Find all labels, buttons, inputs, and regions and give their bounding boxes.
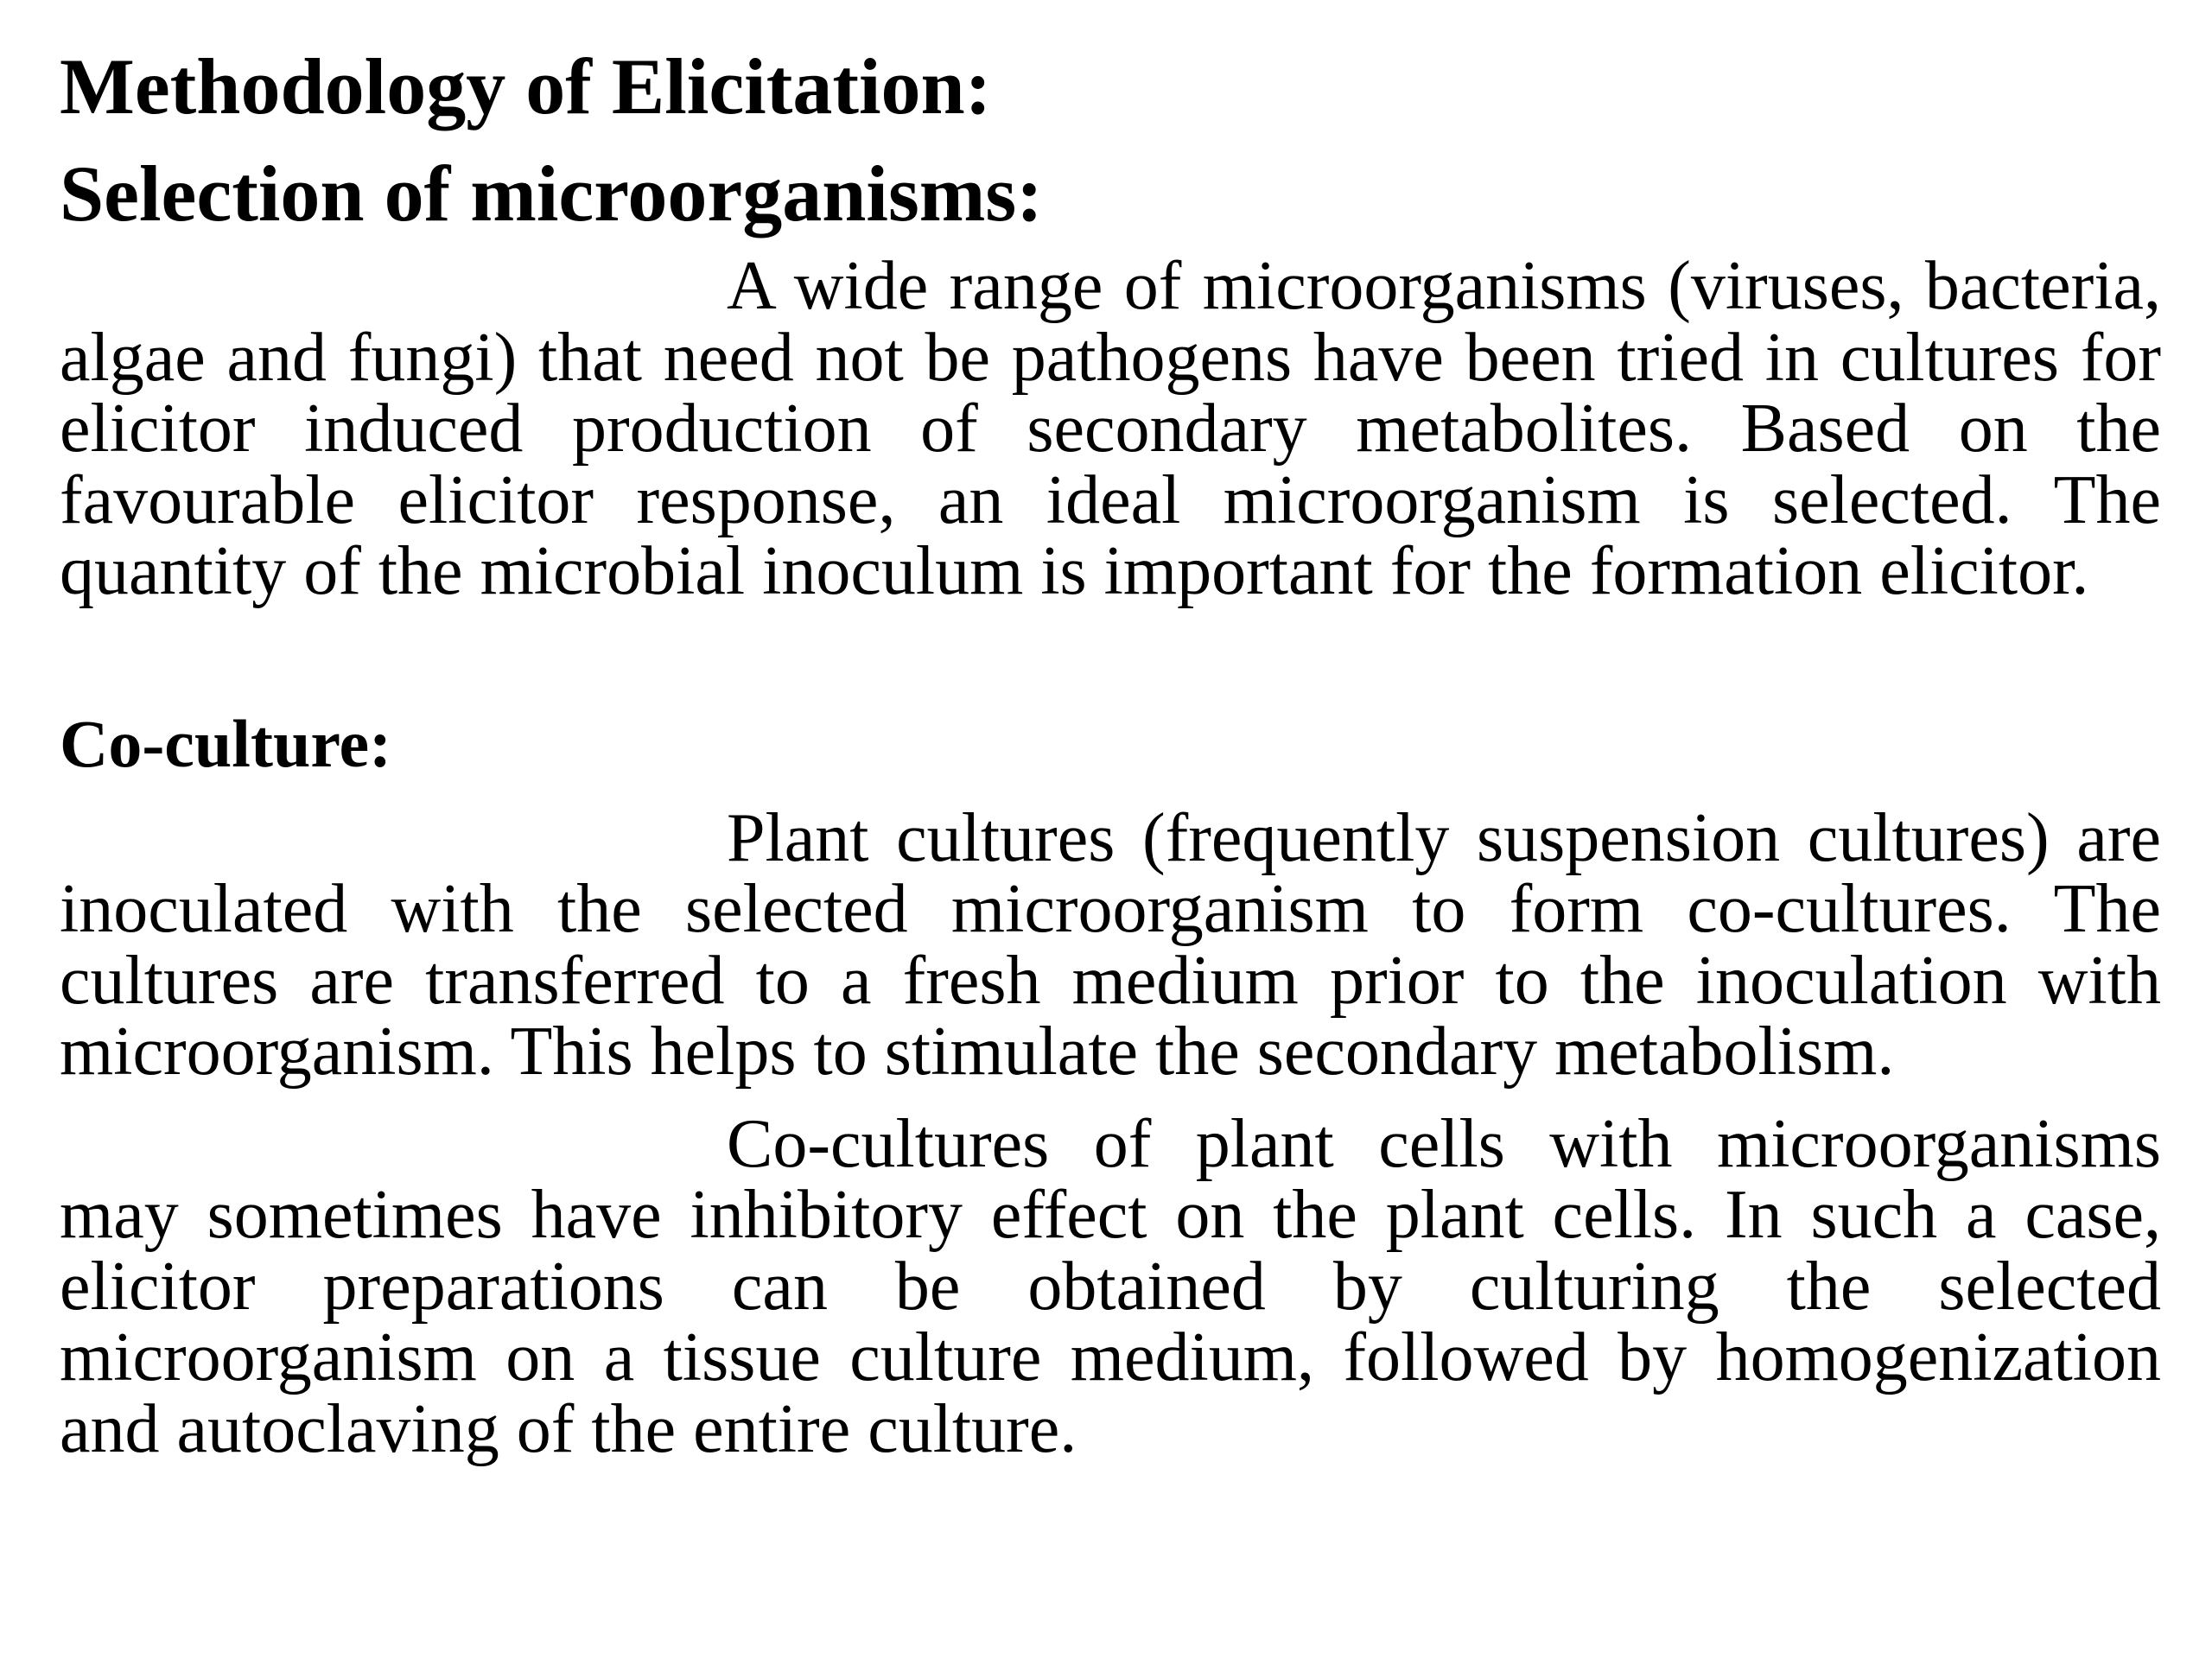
section-co-culture [60, 701, 2161, 1465]
document-page [60, 33, 2161, 1465]
paragraph-selection: A wide range of microorganisms (viruses, bacteria, algae and fungi) that need not be pathogens have been tried in cultures for elicitor induced production of secondary metabolites. Based on the favourable elicitor response, an ideal microorganism is selected. The quantity of the microbial inoculum is important for the formation elicitor. [60, 248, 2161, 609]
section-selection-of-microorganisms [60, 140, 2161, 607]
section-heading-selection: Selection of microorganisms: [60, 149, 1043, 238]
page-title: Methodology of Elicitation: [60, 42, 992, 130]
paragraph-co-culture-1: Plant cultures (frequently suspension cultures) are inoculated with the selected microorganism to form co-cultures. The cultures are transferred to a fresh medium prior to the inoculation with microorganism. This helps to stimulate the secondary metabolism. [60, 799, 2161, 1090]
section-heading-co-culture: Co-culture: [60, 705, 392, 781]
paragraph-co-culture-2: Co-cultures of plant cells with microorganisms may sometimes have inhibitory effect on the plant cells. In such a case, elicitor preparations can be obtained by culturing the selected microorganism on a tissue culture medium, followed by homogenization and autoclaving of the entire culture. [60, 1105, 2161, 1467]
